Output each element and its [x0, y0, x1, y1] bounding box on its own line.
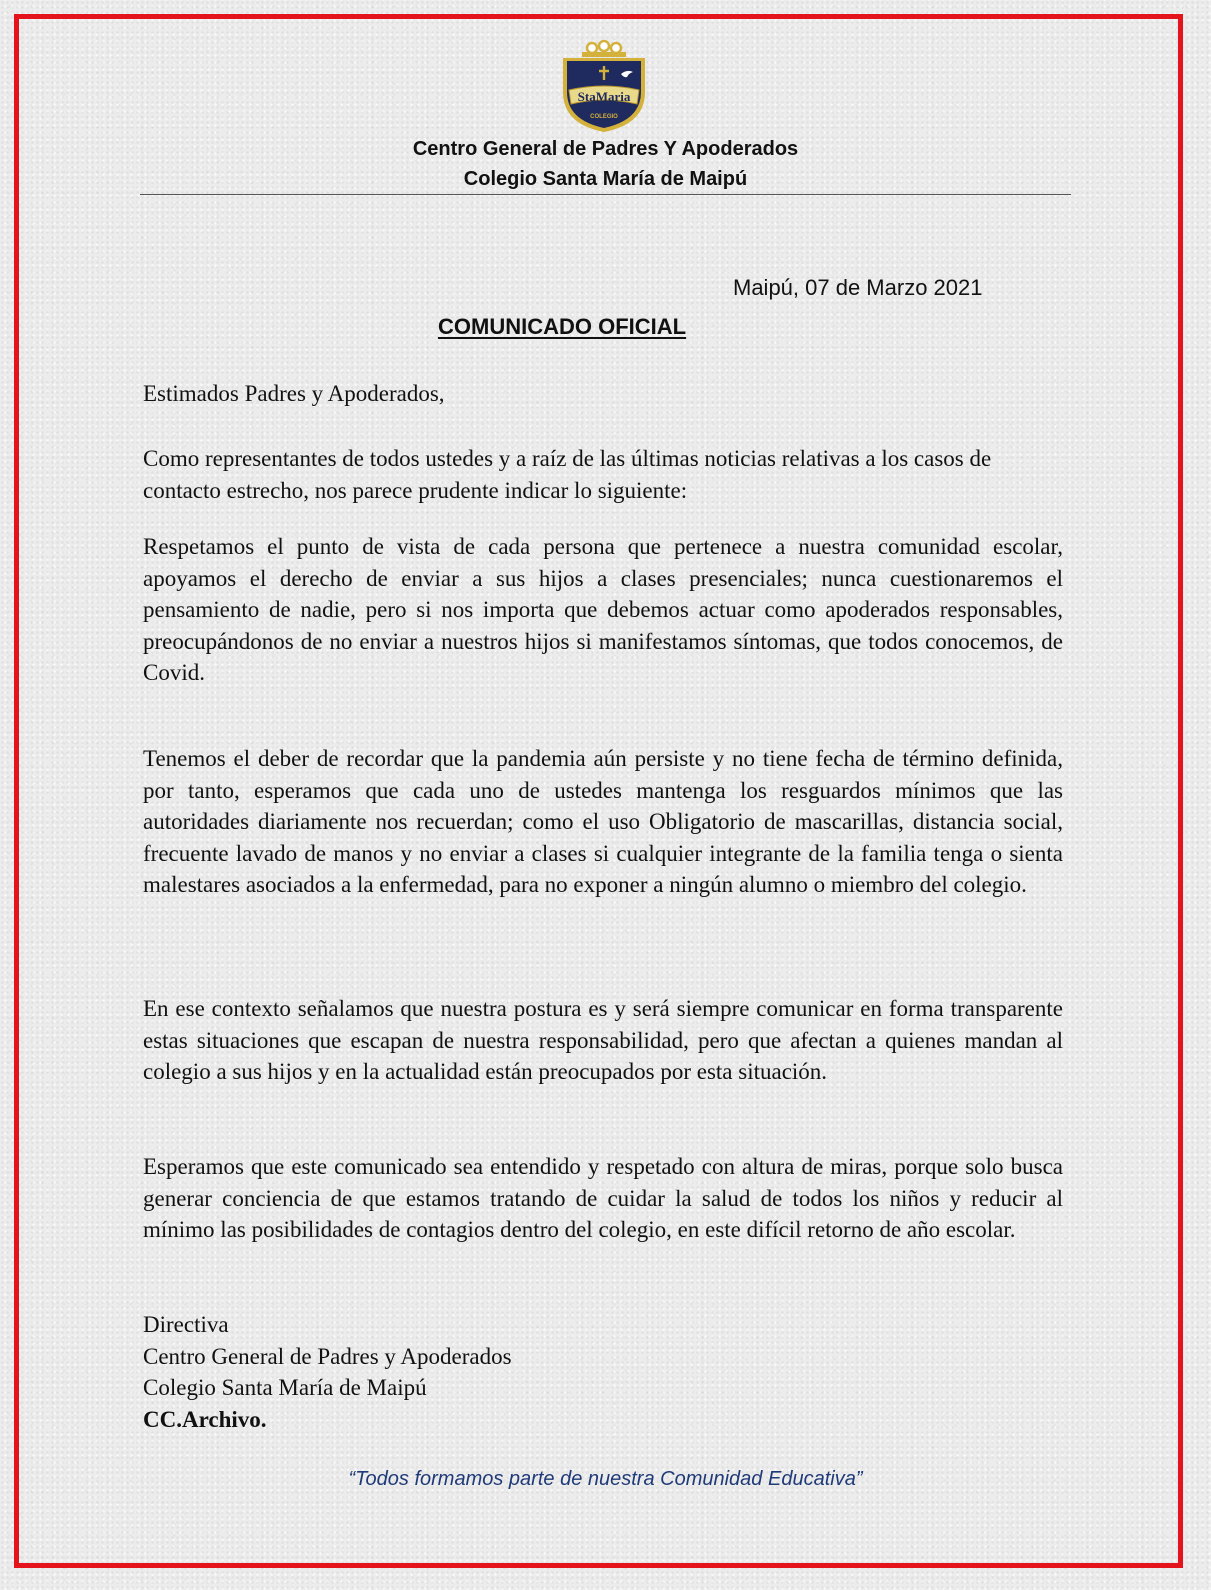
header-school: Colegio Santa María de Maipú: [463, 168, 748, 190]
crest-subtext: COLEGIO: [590, 114, 618, 120]
header-divider: [140, 194, 1071, 195]
paragraph-1: Como representantes de todos ustedes y a raíz de las últimas noticias relativas a los casos de contacto estrecho, nos parece prudente indicar lo siguiente:: [143, 446, 992, 503]
paragraph-4: En ese contexto señalamos que nuestra postura es y será siempre comunicar en forma transparente estas situaciones que escapan de nuestra responsabilidad, pero que afectan a quienes mandan al colegio a sus hijos y en la actualidad están preocupados por esta situación.: [143, 996, 1063, 1084]
document-title: COMUNICADO OFICIAL: [438, 314, 687, 339]
paragraph-5: Esperamos que este comunicado sea entendido y respetado con altura de miras, porque solo busca generar conciencia de que estamos tratando de cuidar la salud de todos los niños y reducir al mínimo las posibilidades de contagios dentro del colegio, en este difícil retorno de año escolar.: [143, 1154, 1063, 1242]
paragraph-2: Respetamos el punto de vista de cada persona que pertenece a nuestra comunidad escolar, apoyamos el derecho de enviar a sus hijos a clases presenciales; nunca cuestionaremos el pensamiento de nadie, pero si nos importa que debemos actuar como apoderados responsables, preocupándonos de no enviar a nuestros hijos si manifestamos síntomas, que todos conocemos, de Covid.: [143, 534, 1063, 685]
paragraph-3: Tenemos el deber de recordar que la pandemia aún persiste y no tiene fecha de término definida, por tanto, esperamos que cada uno de ustedes mantenga los resguardos mínimos que las autoridades diariamente nos recuerdan; como el uso Obligatorio de mascarillas, distancia social, frecuente lavado de manos y no enviar a clases si cualquier integrante de la familia tenga o sienta malestares asociados a la enfermedad, para no exponer a ningún alumno o miembro del colegio.: [143, 746, 1063, 897]
letter-date: Maipú, 07 de Marzo 2021: [733, 275, 983, 300]
signature-line-3: Colegio Santa María de Maipú: [143, 1375, 427, 1400]
colegio-santa-maria-crest-icon: [557, 40, 651, 134]
greeting: Estimados Padres y Apoderados,: [143, 381, 445, 406]
signature-line-4: CC.Archivo.: [143, 1406, 267, 1432]
crest-text: StaMaria: [577, 89, 631, 104]
signature-block: [143, 1309, 512, 1435]
signature-line-2: Centro General de Padres y Apoderados: [143, 1343, 512, 1369]
footer-motto: “Todos formamos parte de nuestra Comunidad Educativa”: [348, 1468, 863, 1490]
header-organization: Centro General de Padres Y Apoderados: [412, 138, 799, 160]
signature-line-1: Directiva: [143, 1312, 229, 1337]
crown-icon: [582, 41, 626, 57]
